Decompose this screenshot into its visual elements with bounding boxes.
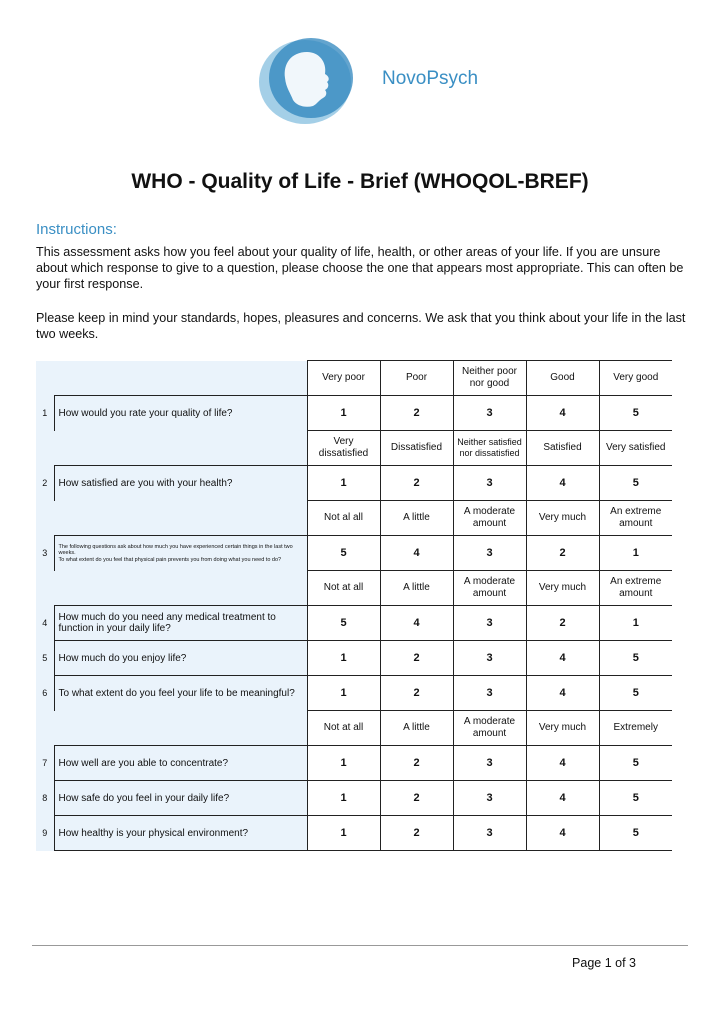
option-label: Satisfied	[526, 431, 599, 466]
option-label: A moderate amount	[453, 711, 526, 746]
option-label: Not at all	[307, 711, 380, 746]
response-value[interactable]: 4	[526, 466, 599, 501]
option-label: Very much	[526, 501, 599, 536]
response-value[interactable]: 2	[380, 396, 453, 431]
response-value[interactable]: 5	[599, 816, 672, 851]
question-number: 9	[36, 816, 54, 851]
question-number: 4	[36, 606, 54, 641]
question-number: 1	[36, 396, 54, 431]
response-value[interactable]: 1	[307, 781, 380, 816]
response-value[interactable]: 5	[307, 536, 380, 571]
question-text: How much do you need any medical treatment to function in your daily life?	[54, 606, 307, 641]
question-row-6	[36, 676, 672, 711]
response-value[interactable]: 3	[453, 781, 526, 816]
option-label: Neither poor nor good	[453, 361, 526, 396]
instructions-heading: Instructions:	[36, 221, 117, 238]
header-row-1	[36, 361, 672, 396]
response-value[interactable]: 2	[380, 641, 453, 676]
question-text-main: To what extent do you feel that physical pain prevents you from doing what you need to do?	[58, 556, 282, 563]
question-row-5	[36, 641, 672, 676]
response-value[interactable]: 1	[307, 676, 380, 711]
question-row-8	[36, 781, 672, 816]
response-value[interactable]: 3	[453, 536, 526, 571]
option-label: A little	[380, 711, 453, 746]
question-text: How much do you enjoy life?	[54, 641, 307, 676]
question-row-1	[36, 396, 672, 431]
question-row-7	[36, 746, 672, 781]
option-label: Not at all	[307, 571, 380, 606]
option-label: Not al all	[307, 501, 380, 536]
response-value[interactable]: 4	[380, 536, 453, 571]
option-label: Very much	[526, 711, 599, 746]
response-value[interactable]: 1	[307, 816, 380, 851]
question-number: 6	[36, 676, 54, 711]
question-text: How would you rate your quality of life?	[54, 396, 307, 431]
question-number: 8	[36, 781, 54, 816]
response-value[interactable]: 4	[380, 606, 453, 641]
option-label: Good	[526, 361, 599, 396]
response-value[interactable]: 3	[453, 816, 526, 851]
response-value[interactable]: 1	[307, 746, 380, 781]
response-value[interactable]: 1	[307, 396, 380, 431]
option-label: Extremely	[599, 711, 672, 746]
question-row-4	[36, 606, 672, 641]
response-value[interactable]: 3	[453, 641, 526, 676]
response-value[interactable]: 4	[526, 816, 599, 851]
questionnaire-table	[36, 360, 672, 851]
brand-name: NovoPsych	[382, 68, 479, 89]
question-row-2	[36, 466, 672, 501]
option-label: A little	[380, 571, 453, 606]
option-label: Dissatisfied	[380, 431, 453, 466]
novopsych-logo	[257, 34, 357, 126]
instructions-paragraph-1: This assessment asks how you feel about your quality of life, health, or other areas of your life. If you are unsure about which response to give to a question, please choose the one that appears most appropriate. This can often be your first response.	[36, 245, 684, 292]
response-value[interactable]: 2	[526, 536, 599, 571]
option-label: Poor	[380, 361, 453, 396]
response-value[interactable]: 1	[307, 466, 380, 501]
response-value[interactable]: 4	[526, 676, 599, 711]
header-row-4	[36, 571, 672, 606]
option-label: Very poor	[307, 361, 380, 396]
response-value[interactable]: 4	[526, 781, 599, 816]
response-value[interactable]: 4	[526, 641, 599, 676]
option-label: A moderate amount	[453, 501, 526, 536]
response-value[interactable]: 5	[599, 746, 672, 781]
response-value[interactable]: 1	[599, 536, 672, 571]
response-value[interactable]: 4	[526, 396, 599, 431]
response-value[interactable]: 5	[599, 466, 672, 501]
question-number: 5	[36, 641, 54, 676]
question-text: How satisfied are you with your health?	[54, 466, 307, 501]
response-value[interactable]: 2	[380, 816, 453, 851]
response-value[interactable]: 5	[599, 396, 672, 431]
option-label: A moderate amount	[453, 571, 526, 606]
response-value[interactable]: 2	[380, 746, 453, 781]
option-label: An extreme amount	[599, 571, 672, 606]
footer-divider	[32, 945, 688, 946]
question-number: 7	[36, 746, 54, 781]
option-label: Very good	[599, 361, 672, 396]
response-value[interactable]: 5	[599, 676, 672, 711]
page-title: WHO - Quality of Life - Brief (WHOQOL-BREF)	[131, 170, 589, 193]
response-value[interactable]: 3	[453, 606, 526, 641]
option-label: Very satisfied	[599, 431, 672, 466]
response-value[interactable]: 2	[380, 676, 453, 711]
response-value[interactable]: 4	[526, 746, 599, 781]
response-value[interactable]: 3	[453, 466, 526, 501]
option-label: Very dissatisfied	[307, 431, 380, 466]
response-value[interactable]: 5	[599, 641, 672, 676]
response-value[interactable]: 3	[453, 396, 526, 431]
header-row-5	[36, 711, 672, 746]
question-text: How well are you able to concentrate?	[54, 746, 307, 781]
option-label: Very much	[526, 571, 599, 606]
response-value[interactable]: 1	[307, 641, 380, 676]
instructions-paragraph-2: Please keep in mind your standards, hopes, pleasures and concerns. We ask that you think about your life in the last two weeks.	[36, 311, 686, 342]
question-text: How healthy is your physical environment?	[54, 816, 307, 851]
question-number: 3	[36, 536, 54, 571]
header-row-2	[36, 431, 672, 466]
response-value[interactable]: 1	[599, 606, 672, 641]
question-text: To what extent do you feel your life to be meaningful?	[54, 676, 307, 711]
question-row-3	[36, 536, 672, 571]
question-intro: The following questions ask about how much you have experienced certain things in the last two weeks.	[58, 543, 293, 556]
question-row-9	[36, 816, 672, 851]
response-value[interactable]: 3	[453, 746, 526, 781]
response-value[interactable]: 3	[453, 676, 526, 711]
question-text: How safe do you feel in your daily life?	[54, 781, 307, 816]
response-value[interactable]: 2	[380, 466, 453, 501]
response-value[interactable]: 2	[526, 606, 599, 641]
response-value[interactable]: 5	[307, 606, 380, 641]
question-text	[54, 536, 307, 571]
option-label: A little	[380, 501, 453, 536]
option-label: Neither satisfied nor dissatisfied	[453, 431, 526, 466]
page-number: Page 1 of 3	[572, 956, 636, 970]
header-row-3	[36, 501, 672, 536]
option-label: An extreme amount	[599, 501, 672, 536]
response-value[interactable]: 2	[380, 781, 453, 816]
response-value[interactable]: 5	[599, 781, 672, 816]
question-number: 2	[36, 466, 54, 501]
